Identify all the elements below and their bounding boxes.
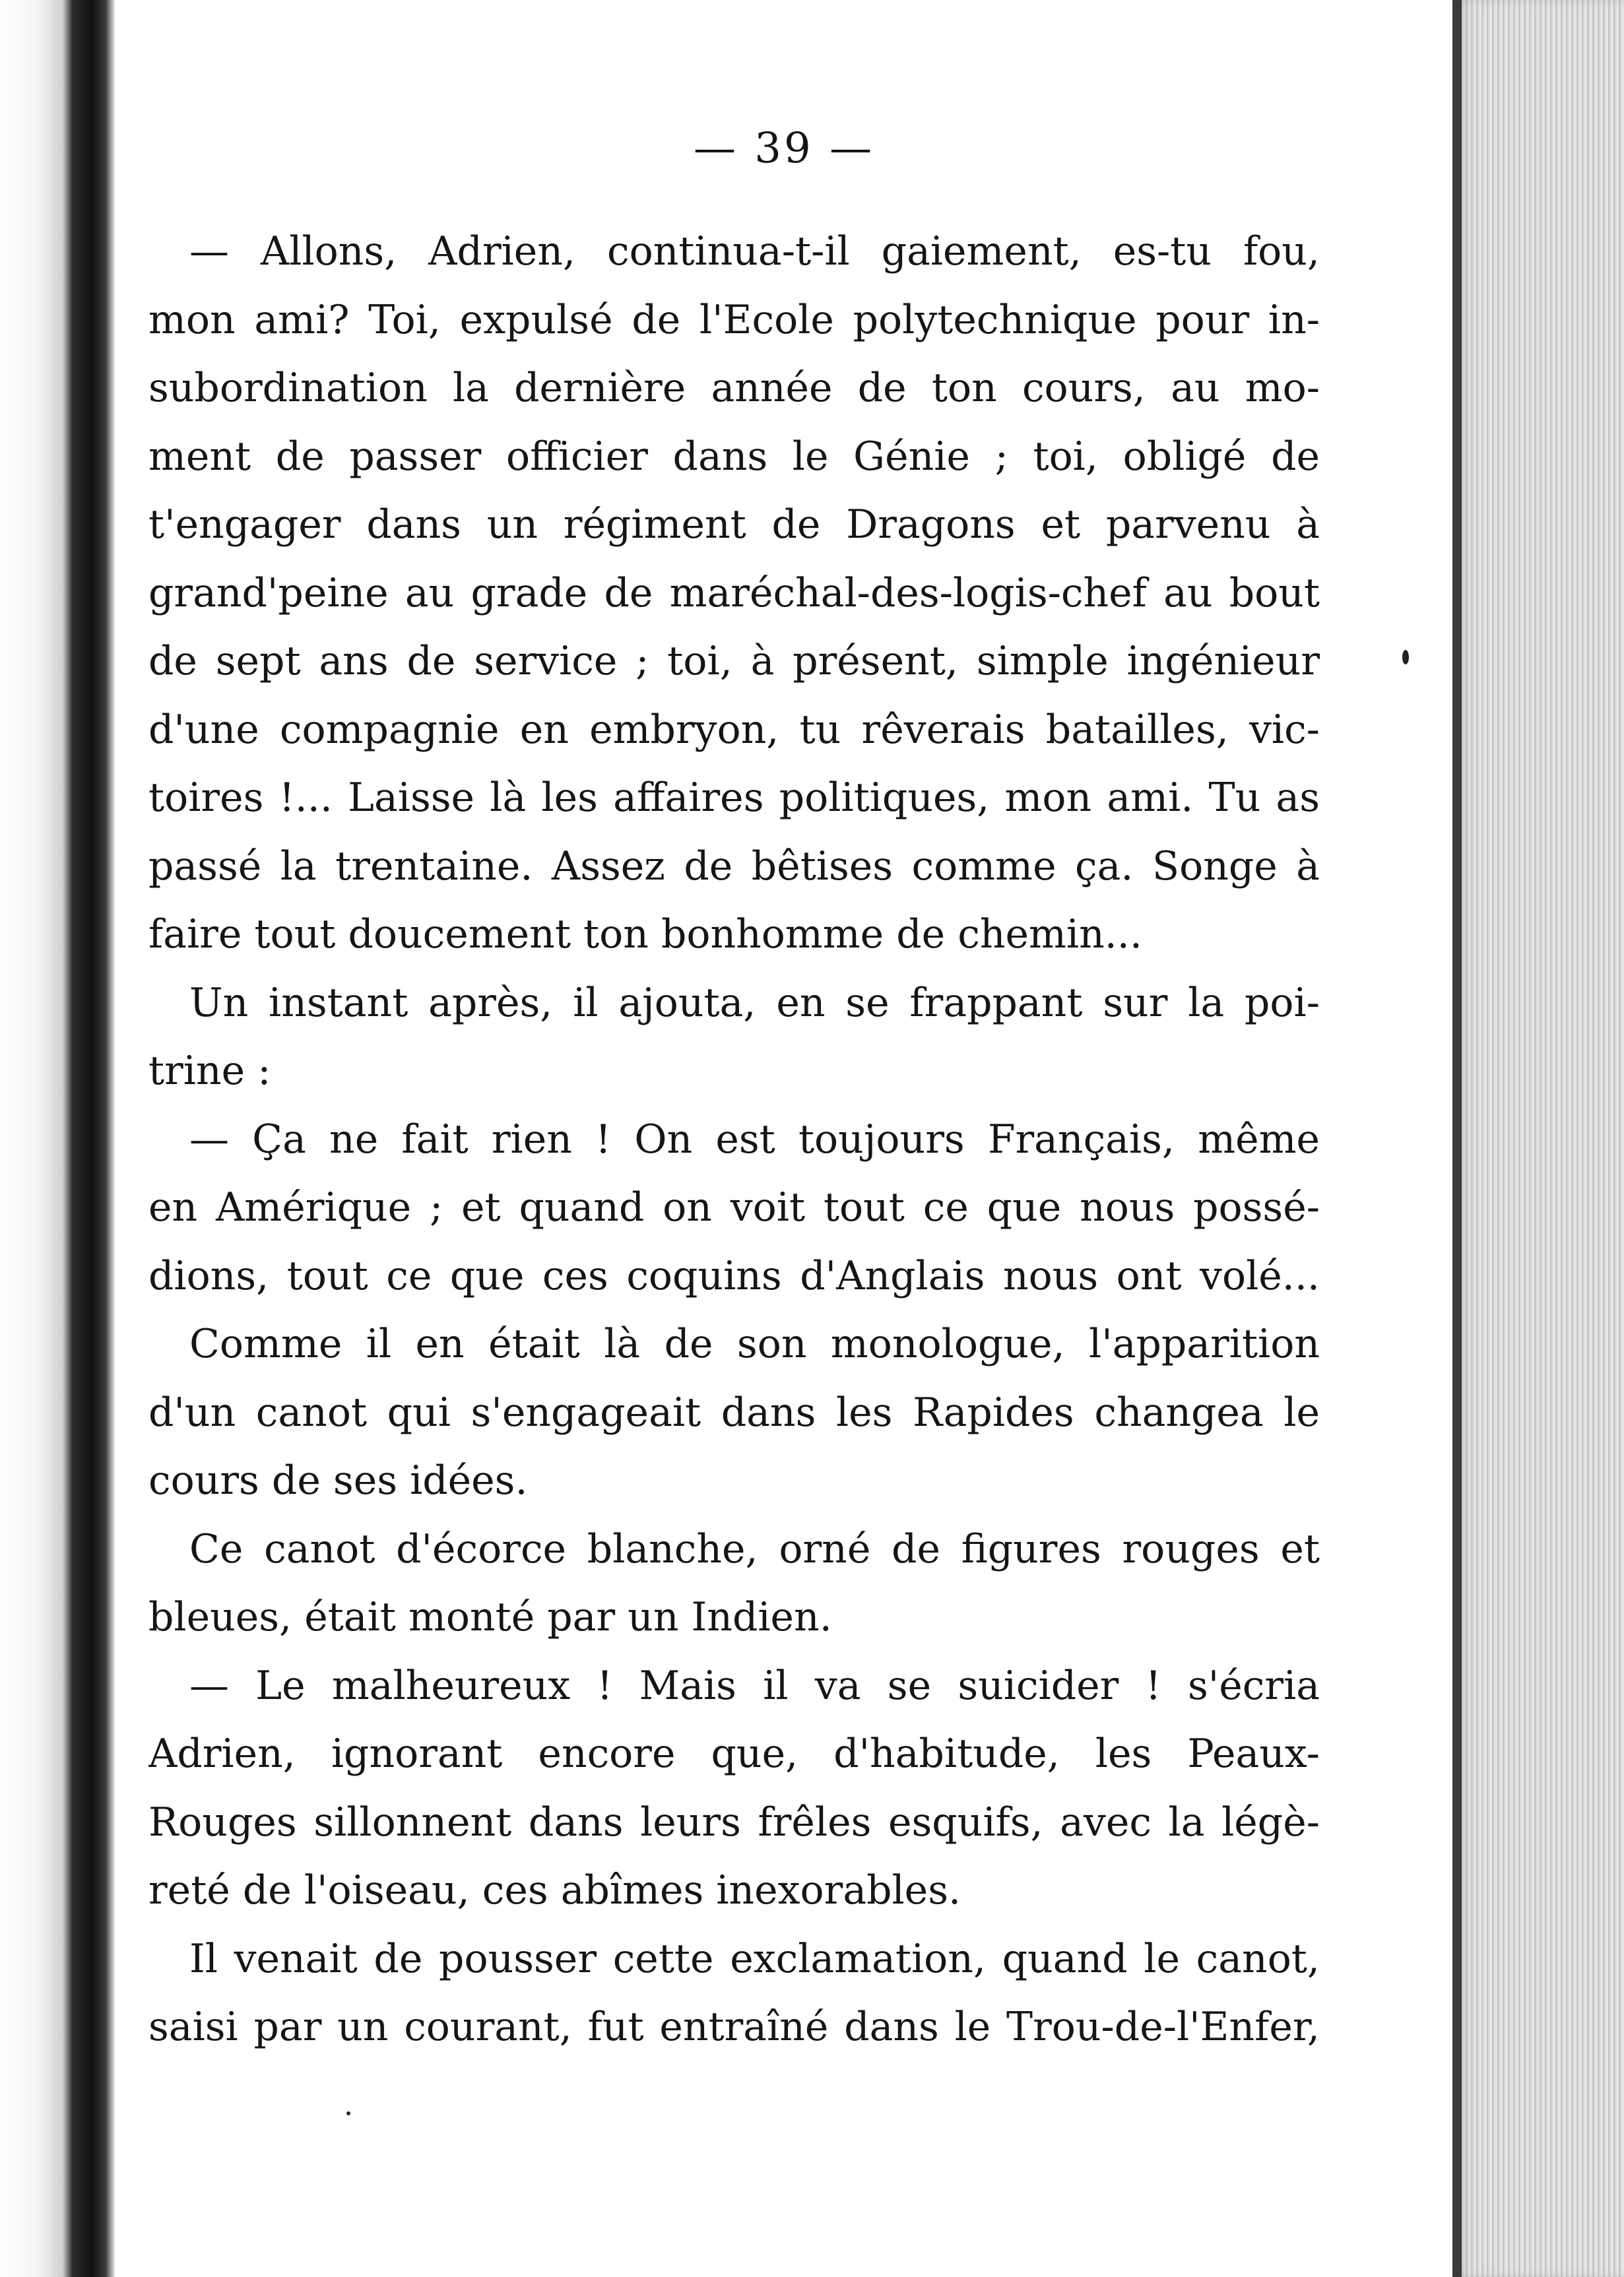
text-line: Comme il en était là de son monologue, l'apparition (189, 1321, 1320, 1367)
text-line: saisi par un courant, fut entraîné dans le Trou-de-l'Enfer, (148, 2004, 1320, 2050)
text-line: grand'peine au grade de maréchal-des-logis-chef au bout (148, 569, 1320, 616)
text-line: t'engager dans un régiment de Dragons et parvenu à (148, 501, 1320, 548)
text-line: cours de ses idées. (148, 1458, 528, 1504)
text-line: Adrien, ignorant encore que, d'habitude, les Peaux- (148, 1731, 1320, 1777)
text-line: toires !... Laisse là les affaires politiques, mon ami. Tu as (148, 775, 1320, 821)
text-line: Il venait de pousser cette exclamation, quand le canot, (189, 1935, 1320, 1982)
text-line: — Ça ne fait rien ! On est toujours Français, même (189, 1116, 1320, 1163)
body-text (148, 218, 1320, 2062)
text-line: — Le malheureux ! Mais il va se suicider ! s'écria (189, 1662, 1320, 1709)
text-line: mon ami? Toi, expulsé de l'Ecole polytechnique pour in- (148, 296, 1320, 343)
text-line: d'un canot qui s'engageait dans les Rapides changea le (148, 1389, 1320, 1436)
text-line: en Amérique ; et quand on voit tout ce que nous possé- (148, 1184, 1320, 1231)
text-line: subordination la dernière année de ton cours, au mo- (148, 365, 1320, 411)
scan-speck (1402, 650, 1409, 664)
scan-speck (346, 2111, 350, 2115)
text-line: faire tout doucement ton bonhomme de chemin... (148, 911, 1142, 957)
page-number-header: — 39 — (693, 124, 875, 173)
page-stack-edge (1452, 0, 1624, 2277)
text-line: dions, tout ce que ces coquins d'Anglais nous ont volé... (148, 1252, 1320, 1299)
text-line: de sept ans de service ; toi, à présent, simple ingénieur (148, 638, 1320, 684)
book-page (115, 0, 1452, 2277)
text-line: bleues, était monté par un Indien. (148, 1594, 832, 1640)
text-line: Un instant après, il ajouta, en se frappant sur la poi- (189, 979, 1320, 1026)
text-line: passé la trentaine. Assez de bêtises comme ça. Songe à (148, 843, 1320, 889)
text-line: — Allons, Adrien, continua-t-il gaiement, es-tu fou, (189, 228, 1320, 274)
text-line: d'une compagnie en embryon, tu rêverais batailles, vic- (148, 706, 1320, 753)
book-binding-edge (0, 0, 115, 2277)
text-line: Rouges sillonnent dans leurs frêles esquifs, avec la légè- (148, 1799, 1320, 1845)
text-line: trine : (148, 1048, 271, 1094)
text-line: reté de l'oiseau, ces abîmes inexorables. (148, 1867, 961, 1913)
text-line: Ce canot d'écorce blanche, orné de figures rouges et (189, 1525, 1320, 1572)
text-line: ment de passer officier dans le Génie ; toi, obligé de (148, 433, 1320, 480)
